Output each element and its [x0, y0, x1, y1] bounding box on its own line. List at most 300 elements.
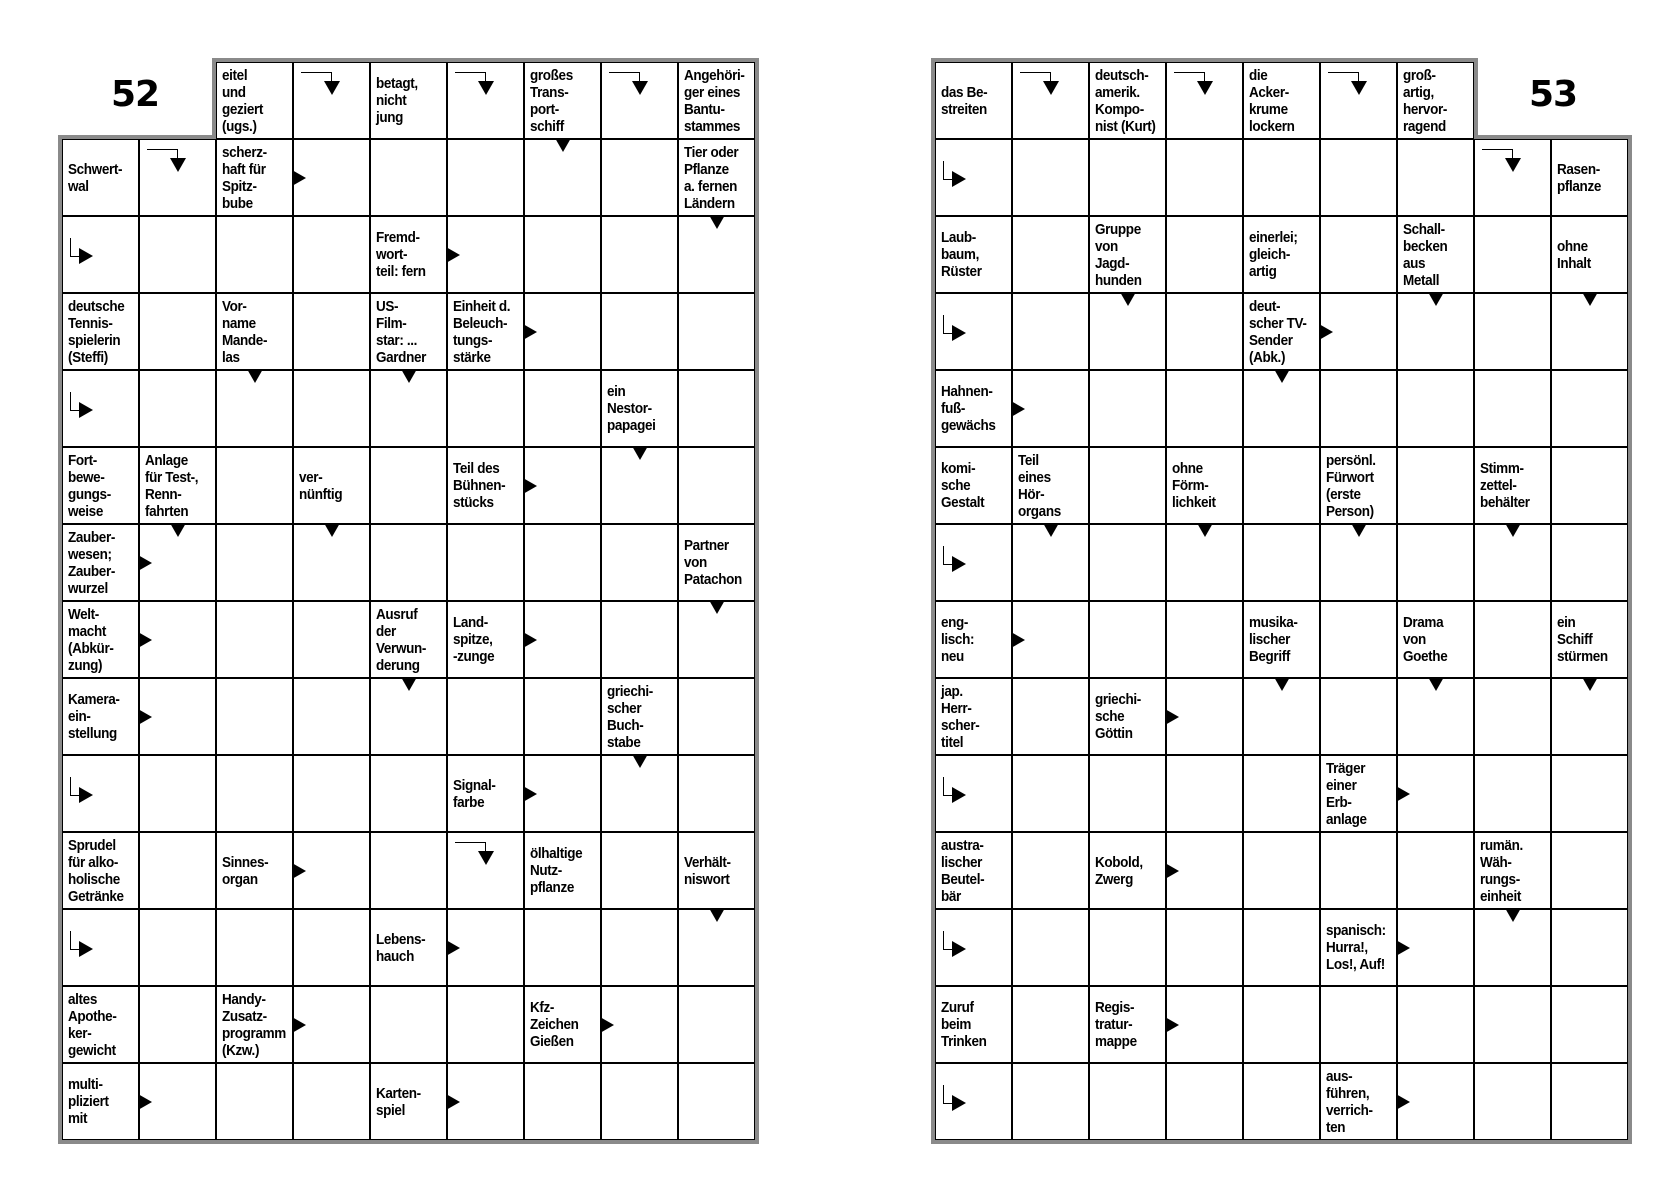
clue-text: Welt- macht (Abkür- zung) [68, 605, 114, 674]
answer-cell[interactable] [1166, 909, 1243, 986]
answer-cell[interactable] [1397, 524, 1474, 601]
clue-cell [678, 832, 755, 909]
arrow-down-icon [1505, 158, 1521, 172]
clue-text: Zuruf beim Trinken [941, 999, 987, 1050]
arrow-right-icon [138, 709, 152, 725]
answer-cell[interactable] [293, 216, 370, 293]
answer-cell[interactable] [601, 216, 678, 293]
answer-cell[interactable] [139, 832, 216, 909]
clue-text: ölhaltige Nutz- pflanze [530, 845, 583, 896]
clue-text: multi- pliziert mit [68, 1076, 109, 1127]
answer-cell[interactable] [216, 216, 293, 293]
answer-cell[interactable] [1166, 370, 1243, 447]
arrow-right-icon [523, 786, 537, 802]
answer-cell[interactable] [1397, 447, 1474, 524]
answer-cell[interactable] [139, 370, 216, 447]
clue-cell [678, 524, 755, 601]
clue-text: Angehöri- ger eines Bantu- stammes [684, 66, 745, 135]
answer-cell[interactable] [1551, 447, 1628, 524]
clue-text: ohne Inhalt [1557, 237, 1591, 272]
clue-cell [216, 293, 293, 370]
arrow-right-icon [138, 555, 152, 571]
answer-cell[interactable] [1474, 216, 1551, 293]
answer-cell[interactable] [1243, 1063, 1320, 1140]
clue-cell [1320, 1063, 1397, 1140]
clue-text: musika- lischer Begriff [1249, 614, 1298, 665]
answer-cell[interactable] [216, 1063, 293, 1140]
clue-cell [524, 832, 601, 909]
clue-text: Sinnes- organ [222, 853, 269, 888]
answer-cell[interactable] [1243, 524, 1320, 601]
answer-cell[interactable] [1166, 601, 1243, 678]
arrow-right-icon [952, 787, 966, 803]
answer-cell[interactable] [447, 678, 524, 755]
clue-cell [1397, 601, 1474, 678]
clue-cell [370, 909, 447, 986]
arrow-right-icon [138, 1094, 152, 1110]
clue-text: einerlei; gleich- artig [1249, 229, 1298, 280]
answer-cell[interactable] [524, 370, 601, 447]
clue-text: Handy- Zusatz- programm (Kzw.) [222, 990, 286, 1059]
answer-cell[interactable] [524, 1063, 601, 1140]
arrow-right-icon [79, 402, 93, 418]
clue-text: Zauber- wesen; Zauber- wurzel [68, 528, 115, 597]
clue-text: rumän. Wäh- rungs- einheit [1480, 836, 1523, 905]
arrow-down-icon [324, 81, 340, 95]
arrow-right-icon [292, 170, 306, 186]
clue-text: Laub- baum, Rüster [941, 229, 982, 280]
arrow-down-icon [1351, 523, 1367, 537]
clue-cell [62, 678, 139, 755]
clue-text: Regis- tratur- mappe [1095, 999, 1137, 1050]
clue-text: Ausruf der Verwun- derung [376, 605, 426, 674]
answer-cell[interactable] [1089, 755, 1166, 832]
clue-cell [1243, 601, 1320, 678]
arrow-down-icon [632, 81, 648, 95]
answer-cell[interactable] [1012, 755, 1089, 832]
answer-cell[interactable] [1474, 755, 1551, 832]
clue-cell [601, 678, 678, 755]
clue-text: groß- artig, hervor- ragend [1403, 66, 1448, 135]
clue-cell [1474, 832, 1551, 909]
answer-cell[interactable] [293, 755, 370, 832]
clue-text: eitel und geziert (ugs.) [222, 66, 264, 135]
answer-cell[interactable] [678, 1063, 755, 1140]
arrow-right-icon [79, 787, 93, 803]
clue-text: altes Apothe- ker- gewicht [68, 990, 117, 1059]
answer-cell[interactable] [1397, 986, 1474, 1063]
clue-cell [1243, 293, 1320, 370]
answer-cell[interactable] [1012, 909, 1089, 986]
answer-cell[interactable] [524, 678, 601, 755]
clue-text: Sprudel für alko- holische Getränke [68, 836, 124, 905]
answer-cell[interactable] [1089, 601, 1166, 678]
answer-cell[interactable] [1012, 1063, 1089, 1140]
clue-cell [1089, 986, 1166, 1063]
answer-cell[interactable] [1474, 986, 1551, 1063]
arrow-down-icon [1428, 677, 1444, 691]
clue-text: Gruppe von Jagd- hunden [1095, 220, 1142, 289]
clue-cell [293, 447, 370, 524]
arrow-down-icon [1582, 677, 1598, 691]
clue-text: Drama von Goethe [1403, 614, 1448, 665]
arrow-down-icon [1505, 908, 1521, 922]
answer-cell[interactable] [1166, 216, 1243, 293]
arrow-down-icon [1197, 81, 1213, 95]
clue-cell [1089, 678, 1166, 755]
clue-text: ein Nestor- papagei [607, 383, 656, 434]
clue-text: deutsch- amerik. Kompo- nist (Kurt) [1095, 66, 1156, 135]
clue-text: Verhält- niswort [684, 853, 731, 888]
arrow-right-icon [523, 632, 537, 648]
arrow-right-icon [446, 1094, 460, 1110]
clue-cell [1551, 216, 1628, 293]
answer-cell[interactable] [1089, 370, 1166, 447]
arrow-down-icon [478, 81, 494, 95]
clue-cell [935, 986, 1012, 1063]
arrow-right-icon [1165, 863, 1179, 879]
clue-cell [370, 601, 447, 678]
answer-cell[interactable] [216, 909, 293, 986]
answer-cell[interactable] [216, 524, 293, 601]
answer-cell[interactable] [1243, 832, 1320, 909]
arrow-down-icon [1197, 523, 1213, 537]
answer-cell[interactable] [1397, 139, 1474, 216]
answer-cell[interactable] [678, 986, 755, 1063]
clue-text: spanisch: Hurra!, Los!, Auf! [1326, 922, 1386, 973]
answer-cell[interactable] [601, 1063, 678, 1140]
answer-cell[interactable] [139, 216, 216, 293]
clue-text: scherz- haft für Spitz- bube [222, 143, 267, 212]
arrow-down-icon [401, 677, 417, 691]
answer-cell[interactable] [216, 447, 293, 524]
answer-cell[interactable] [216, 601, 293, 678]
page-number-left: 52 [110, 74, 160, 115]
answer-cell[interactable] [370, 755, 447, 832]
answer-cell[interactable] [216, 755, 293, 832]
answer-cell[interactable] [1320, 601, 1397, 678]
answer-cell[interactable] [601, 524, 678, 601]
arrow-down-icon [247, 369, 263, 383]
arrow-right-icon [952, 556, 966, 572]
answer-cell[interactable] [1551, 524, 1628, 601]
clue-cell [62, 832, 139, 909]
clue-cell [62, 1063, 139, 1140]
clue-text: großes Trans- port- schiff [530, 66, 573, 135]
clue-text: Kamera- ein- stellung [68, 691, 120, 742]
answer-cell[interactable] [1243, 986, 1320, 1063]
clue-cell [935, 447, 1012, 524]
clue-cell [370, 216, 447, 293]
clue-cell [62, 986, 139, 1063]
answer-cell[interactable] [139, 909, 216, 986]
clue-text: ohne Förm- lichkeit [1172, 460, 1216, 511]
arrow-down-icon [632, 446, 648, 460]
clue-text: Rasen- pflanze [1557, 160, 1601, 195]
answer-cell[interactable] [1166, 755, 1243, 832]
clue-text: komi- sche Gestalt [941, 460, 985, 511]
arrow-down-icon [1043, 81, 1059, 95]
arrow-right-icon [1319, 324, 1333, 340]
clue-cell [1551, 139, 1628, 216]
clue-cell [935, 678, 1012, 755]
answer-cell[interactable] [1243, 755, 1320, 832]
answer-cell[interactable] [678, 755, 755, 832]
clue-text: aus- führen, verrich- ten [1326, 1067, 1373, 1136]
answer-cell[interactable] [1397, 370, 1474, 447]
arrow-down-icon [170, 523, 186, 537]
clue-cell [1012, 447, 1089, 524]
clue-text: Teil eines Hör- organs [1018, 451, 1061, 520]
clue-cell [216, 986, 293, 1063]
clue-cell [935, 601, 1012, 678]
answer-cell[interactable] [1320, 139, 1397, 216]
clue-cell [216, 832, 293, 909]
answer-cell[interactable] [1551, 370, 1628, 447]
arrow-right-icon [446, 940, 460, 956]
arrow-right-icon [79, 248, 93, 264]
clue-cell [62, 601, 139, 678]
answer-cell[interactable] [139, 293, 216, 370]
answer-cell[interactable] [678, 293, 755, 370]
answer-cell[interactable] [370, 986, 447, 1063]
answer-cell[interactable] [1397, 832, 1474, 909]
arrow-right-icon [952, 941, 966, 957]
clue-text: Schwert- wal [68, 160, 123, 195]
answer-cell[interactable] [601, 293, 678, 370]
arrow-right-icon [446, 247, 460, 263]
clue-text: eng- lisch: neu [941, 614, 975, 665]
answer-cell[interactable] [1089, 524, 1166, 601]
clue-text: Karten- spiel [376, 1084, 421, 1119]
clue-text: betagt, nicht jung [376, 75, 418, 126]
clue-text: austra- lischer Beutel- bär [941, 836, 985, 905]
answer-cell[interactable] [447, 524, 524, 601]
answer-cell[interactable] [293, 370, 370, 447]
clue-text: Stimm- zettel- behälter [1480, 460, 1530, 511]
clue-text: Schall- becken aus Metall [1403, 220, 1448, 289]
clue-cell [1320, 755, 1397, 832]
clue-cell [370, 293, 447, 370]
answer-cell[interactable] [1012, 986, 1089, 1063]
clue-cell [1397, 62, 1474, 139]
arrow-down-icon [1582, 292, 1598, 306]
answer-cell[interactable] [1474, 1063, 1551, 1140]
clue-cell [1397, 216, 1474, 293]
arrow-right-icon [1396, 940, 1410, 956]
answer-cell[interactable] [1551, 986, 1628, 1063]
clue-text: Land- spitze, -zunge [453, 614, 495, 665]
answer-cell[interactable] [1012, 139, 1089, 216]
clue-text: deut- scher TV- Sender (Abk.) [1249, 297, 1307, 366]
clue-text: ein Schiff stürmen [1557, 614, 1608, 665]
arrow-down-icon [709, 215, 725, 229]
arrow-down-icon [709, 600, 725, 614]
arrow-right-icon [1011, 401, 1025, 417]
clue-cell [139, 447, 216, 524]
answer-cell[interactable] [293, 678, 370, 755]
answer-cell[interactable] [1551, 909, 1628, 986]
clue-text: US- Film- star: ... Gardner [376, 297, 427, 366]
answer-cell[interactable] [1474, 601, 1551, 678]
answer-cell[interactable] [1089, 1063, 1166, 1140]
answer-cell[interactable] [1012, 216, 1089, 293]
clue-text: Lebens- hauch [376, 930, 426, 965]
clue-cell [62, 293, 139, 370]
answer-cell[interactable] [1320, 832, 1397, 909]
answer-cell[interactable] [447, 139, 524, 216]
clue-text: Träger einer Erb- anlage [1326, 759, 1367, 828]
answer-cell[interactable] [370, 832, 447, 909]
clue-cell [678, 139, 755, 216]
clue-cell [1551, 601, 1628, 678]
answer-cell[interactable] [1474, 293, 1551, 370]
answer-cell[interactable] [293, 909, 370, 986]
answer-cell[interactable] [293, 293, 370, 370]
answer-cell[interactable] [678, 678, 755, 755]
answer-cell[interactable] [1551, 832, 1628, 909]
crossword-grid-left [58, 58, 758, 1140]
clue-text: Tier oder Pflanze a. fernen Ländern [684, 143, 739, 212]
arrow-down-icon [632, 754, 648, 768]
answer-cell[interactable] [1012, 832, 1089, 909]
answer-cell[interactable] [1320, 678, 1397, 755]
answer-cell[interactable] [524, 524, 601, 601]
clue-cell [1089, 216, 1166, 293]
answer-cell[interactable] [447, 370, 524, 447]
clue-text: persönl. Fürwort (erste Person) [1326, 451, 1376, 520]
answer-cell[interactable] [524, 216, 601, 293]
answer-cell[interactable] [1551, 755, 1628, 832]
answer-cell[interactable] [370, 524, 447, 601]
arrow-right-icon [952, 1095, 966, 1111]
arrow-down-icon [401, 369, 417, 383]
answer-cell[interactable] [678, 370, 755, 447]
answer-cell[interactable] [1089, 139, 1166, 216]
clue-cell [216, 62, 293, 139]
clue-cell [524, 986, 601, 1063]
clue-text: griechi- scher Buch- stabe [607, 682, 653, 751]
answer-cell[interactable] [1012, 678, 1089, 755]
answer-cell[interactable] [601, 909, 678, 986]
answer-cell[interactable] [293, 601, 370, 678]
answer-cell[interactable] [1243, 909, 1320, 986]
clue-cell [447, 601, 524, 678]
clue-cell [935, 832, 1012, 909]
clue-text: Kobold, Zwerg [1095, 853, 1143, 888]
answer-cell[interactable] [139, 755, 216, 832]
clue-text: Hahnen- fuß- gewächs [941, 383, 996, 434]
answer-cell[interactable] [1166, 139, 1243, 216]
answer-cell[interactable] [601, 601, 678, 678]
answer-cell[interactable] [370, 139, 447, 216]
arrow-down-icon [709, 908, 725, 922]
clue-text: griechi- sche Göttin [1095, 691, 1141, 742]
answer-cell[interactable] [1474, 678, 1551, 755]
arrow-right-icon [1396, 1094, 1410, 1110]
clue-cell [62, 447, 139, 524]
clue-cell [216, 139, 293, 216]
arrow-down-icon [555, 138, 571, 152]
answer-cell[interactable] [601, 139, 678, 216]
answer-cell[interactable] [370, 447, 447, 524]
arrow-right-icon [523, 324, 537, 340]
arrow-down-icon [1351, 81, 1367, 95]
clue-text: Einheit d. Beleuch- tungs- stärke [453, 297, 511, 366]
answer-cell[interactable] [1089, 909, 1166, 986]
page-number-right: 53 [1528, 74, 1578, 115]
clue-cell [524, 62, 601, 139]
arrow-down-icon [1043, 523, 1059, 537]
clue-cell [935, 62, 1012, 139]
answer-cell[interactable] [1243, 447, 1320, 524]
clue-cell [1243, 216, 1320, 293]
answer-cell[interactable] [601, 832, 678, 909]
arrow-down-icon [478, 851, 494, 865]
clue-cell [447, 755, 524, 832]
crossword-grid-right [931, 58, 1631, 1140]
clue-cell [62, 139, 139, 216]
clue-cell [1089, 62, 1166, 139]
arrow-right-icon [952, 171, 966, 187]
clue-cell [370, 62, 447, 139]
answer-cell[interactable] [1166, 293, 1243, 370]
clue-cell [935, 370, 1012, 447]
answer-cell[interactable] [216, 678, 293, 755]
clue-cell [1089, 832, 1166, 909]
clue-cell [447, 447, 524, 524]
clue-cell [447, 293, 524, 370]
clue-cell [935, 216, 1012, 293]
arrow-right-icon [1396, 786, 1410, 802]
answer-cell[interactable] [447, 986, 524, 1063]
clue-text: Signal- farbe [453, 776, 496, 811]
arrow-right-icon [79, 941, 93, 957]
clue-text: Teil des Bühnen- stücks [453, 460, 506, 511]
clue-text: Fremd- wort- teil: fern [376, 229, 426, 280]
arrow-down-icon [324, 523, 340, 537]
answer-cell[interactable] [1474, 370, 1551, 447]
answer-cell[interactable] [1320, 986, 1397, 1063]
answer-cell[interactable] [1320, 370, 1397, 447]
clue-cell [678, 62, 755, 139]
arrow-right-icon [1011, 632, 1025, 648]
arrow-down-icon [170, 158, 186, 172]
arrow-right-icon [292, 1017, 306, 1033]
answer-cell[interactable] [1089, 447, 1166, 524]
answer-cell[interactable] [139, 986, 216, 1063]
arrow-right-icon [138, 632, 152, 648]
clue-text: das Be- streiten [941, 83, 988, 118]
answer-cell[interactable] [293, 1063, 370, 1140]
answer-cell[interactable] [1243, 139, 1320, 216]
answer-cell[interactable] [524, 909, 601, 986]
answer-cell[interactable] [678, 447, 755, 524]
arrow-down-icon [1274, 677, 1290, 691]
clue-cell [62, 524, 139, 601]
clue-text: die Acker- krume lockern [1249, 66, 1295, 135]
arrow-right-icon [1165, 709, 1179, 725]
answer-cell[interactable] [1551, 1063, 1628, 1140]
clue-text: deutsche Tennis- spielerin (Steffi) [68, 297, 125, 366]
arrow-down-icon [1120, 292, 1136, 306]
answer-cell[interactable] [1012, 293, 1089, 370]
clue-cell [1166, 447, 1243, 524]
answer-cell[interactable] [1166, 1063, 1243, 1140]
arrow-down-icon [1428, 292, 1444, 306]
clue-cell [370, 1063, 447, 1140]
answer-cell[interactable] [1320, 216, 1397, 293]
